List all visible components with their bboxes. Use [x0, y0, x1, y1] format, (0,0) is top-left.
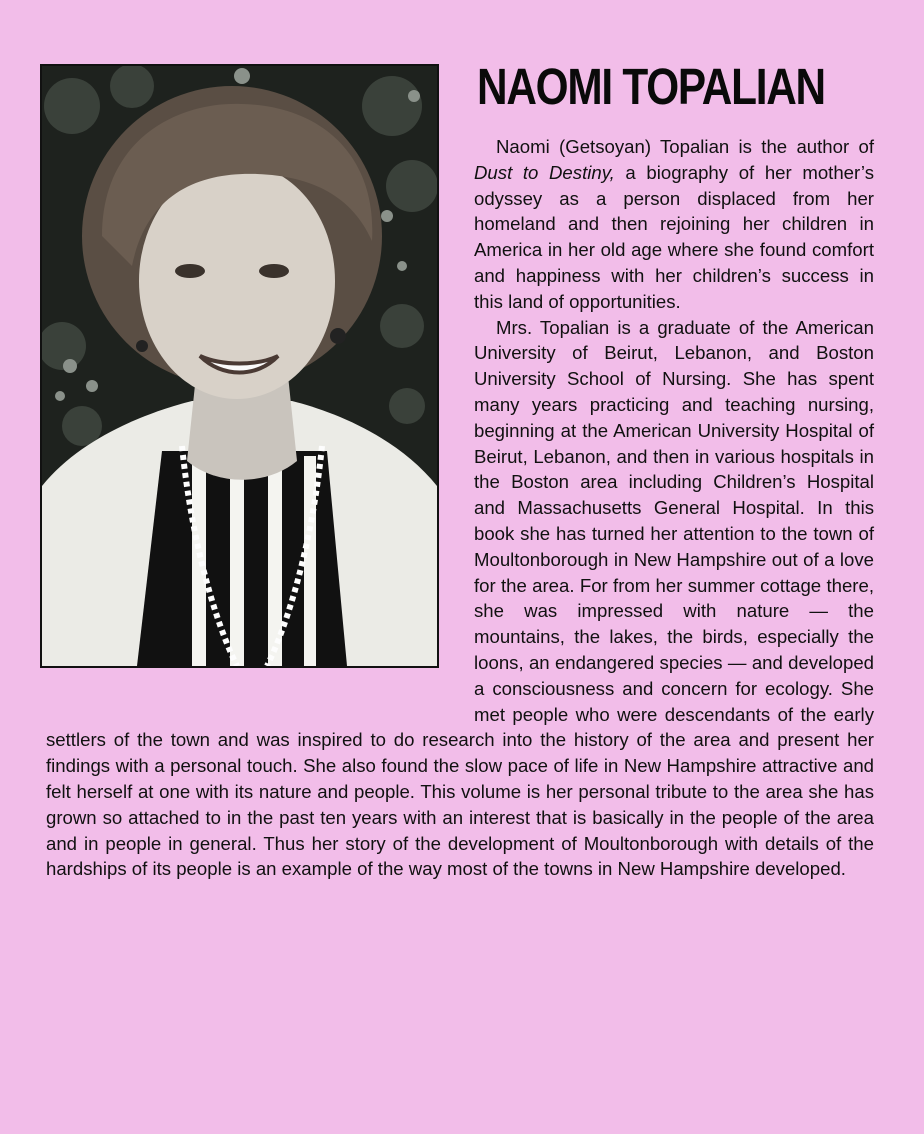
photo-wrap-spacer	[46, 134, 474, 708]
page-title: NAOMI TOPALIAN	[477, 58, 825, 115]
bio-p1-rest: a biography of her mother’s odyssey as a person displaced from her homeland and then rejoining her children in America in her old age where she found comfort and happiness with her children’s success in this land of opportunities.	[474, 161, 874, 312]
author-biography	[46, 134, 874, 882]
bio-p1-lead: Naomi (Getsoyan) Topalian is the author of	[496, 136, 874, 157]
bio-paragraph-2: Mrs. Topalian is a graduate of the American University of Beirut, Lebanon, and Boston University School of Nursing. She has spent many years practicing and teaching nursing, beginning at the American University Hospital of Beirut, Lebanon, and then in various hospitals in the Boston area including Children’s Hospital and Massachusetts General Hospital. In this book she has turned her attention to the town of Moultonborough in New Hampshire out of a love for the area. For from her summer cottage there, she was impressed with nature — the mountains, the lakes, the birds, especially the loons, an endangered species — and developed a consciousness and concern for ecology. She met people who were descendants of the early settlers of the town and was inspired to do research into the history of the area and present her findings with a personal touch. She also found the slow pace of life in New Hampshire attractive and felt herself at one with its nature and people. This volume is her personal tribute to the area she has grown so attached to in the past ten years with an interest that is basically in the people of the area and in people in general. Thus her story of the development of Moultonborough with details of the hardships of its people is an example of the way most of the towns in New Hampshire developed.	[46, 316, 874, 880]
book-title: Dust to Destiny,	[474, 161, 615, 183]
